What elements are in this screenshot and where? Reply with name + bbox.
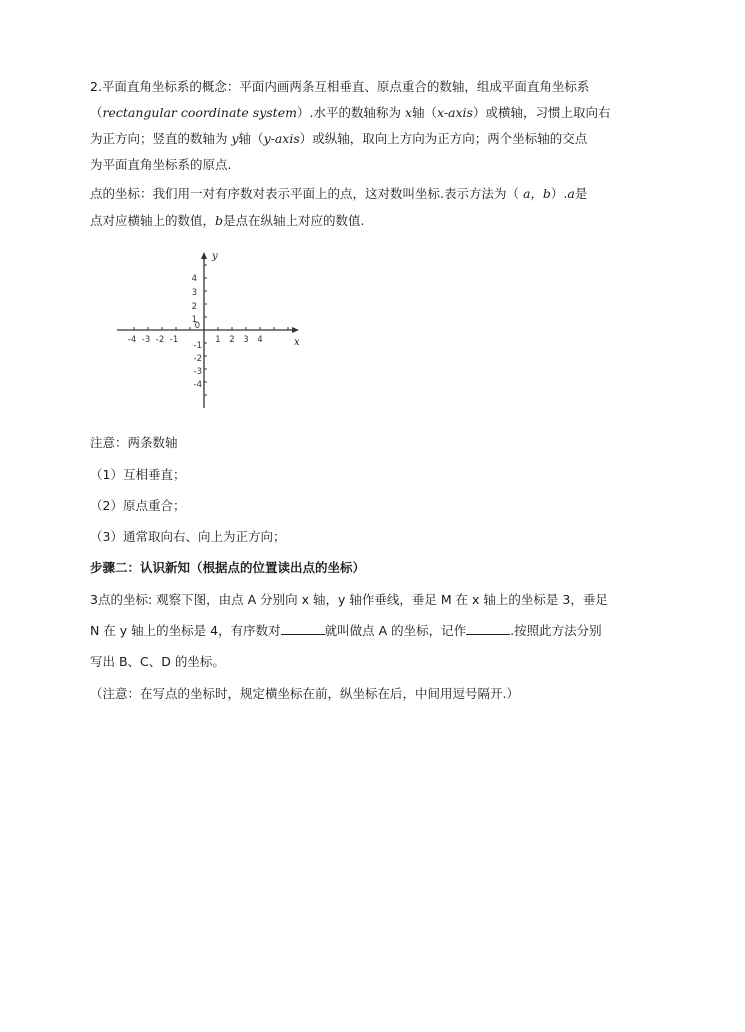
x-axis-name: x <box>294 337 300 348</box>
step2-heading <box>90 560 660 576</box>
english-term: y-axis <box>263 131 300 146</box>
x-tick-label: -2 <box>155 335 165 345</box>
y-tick-label: -1 <box>193 341 202 351</box>
concept-text: ）或纵轴，取向上方向为正方向；两个坐标轴的交点 <box>299 131 588 146</box>
concept-text: 轴（ <box>411 105 437 120</box>
coordinate-system-figure <box>113 244 313 412</box>
answer-blank-notation[interactable] <box>466 623 510 635</box>
paragraph-concept-line-4 <box>90 157 660 173</box>
step2-line-3 <box>90 654 660 670</box>
point-text: ）. <box>550 186 568 201</box>
point-text: 是点在纵轴上对应的数值. <box>223 213 365 228</box>
english-term: x-axis <box>437 105 473 120</box>
paragraph-concept-line-3 <box>90 131 660 147</box>
y-axis-name: y <box>212 251 218 262</box>
step2-text: 就叫做点 A 的坐标，记作 <box>324 623 467 638</box>
y-tick-label: -3 <box>193 367 202 377</box>
origin-label: 0 <box>194 321 200 331</box>
note-item-3 <box>90 529 660 545</box>
paragraph-point-line-1 <box>90 186 660 202</box>
paragraph-concept-line-1 <box>90 79 660 95</box>
coordinate-axes <box>117 252 299 408</box>
x-tick-label: -1 <box>169 335 179 345</box>
answer-blank-ordered-pair[interactable] <box>281 623 325 635</box>
b-variable: b <box>215 213 224 228</box>
step2-heading-text: 步骤二：认识新知（根据点的位置读出点的坐标） <box>90 560 366 575</box>
y-tick-label: 2 <box>191 302 197 312</box>
y-variable: y <box>231 131 239 146</box>
y-tick-label: 3 <box>191 288 197 298</box>
x-axis-arrow <box>292 327 299 333</box>
x-tick-label: 3 <box>243 335 249 345</box>
english-term: rectangular coordinate system <box>102 105 297 120</box>
step2-line-1 <box>90 592 660 608</box>
note-heading <box>90 435 660 451</box>
point-variables: a，b <box>518 186 551 201</box>
step2-note-text: （注意：在写点的坐标时，规定横坐标在前，纵坐标在后，中间用逗号隔开.） <box>90 686 519 701</box>
note-item-1 <box>90 467 660 483</box>
paragraph-concept-line-2 <box>90 105 660 121</box>
concept-text: ）.水平的数轴称为 <box>296 105 405 120</box>
x-variable: x <box>404 105 412 120</box>
tick-labels <box>128 251 300 390</box>
x-tick-label: 1 <box>215 335 221 345</box>
concept-text: 为平面直角坐标系的原点. <box>90 157 232 172</box>
concept-text: 为正方向；竖直的数轴为 <box>90 131 232 146</box>
note-heading-text: 注意：两条数轴 <box>90 435 178 450</box>
paragraph-point-line-2 <box>90 213 660 229</box>
concept-text: ）或横轴，习惯上取向右 <box>472 105 611 120</box>
point-text: 点的坐标：我们用一对有序数对表示平面上的点，这对数叫坐标.表示方法为（ <box>90 186 519 201</box>
step2-note <box>90 686 660 702</box>
step2-text: N 在 y 轴上的坐标是 4，有序数对 <box>90 623 281 638</box>
y-tick-label: -4 <box>193 380 202 390</box>
concept-text: 2.平面直角坐标系的概念：平面内画两条互相垂直、原点重合的数轴，组成平面直角坐标系 <box>90 79 590 94</box>
note-item-text: （1）互相垂直； <box>90 467 186 482</box>
y-tick-label: -2 <box>193 354 202 364</box>
x-tick-label: 2 <box>229 335 235 345</box>
note-item-text: （2）原点重合； <box>90 498 186 513</box>
note-item-2 <box>90 498 660 514</box>
concept-text: 轴（ <box>238 131 264 146</box>
step2-text: 写出 B、C、D 的坐标。 <box>90 654 225 669</box>
step2-text: .按照此方法分别 <box>510 623 602 638</box>
y-axis-arrow <box>201 252 207 259</box>
y-tick-label: 1 <box>191 315 197 325</box>
note-item-text: （3）通常取向右、向上为正方向； <box>90 529 286 544</box>
point-text: 点对应横轴上的数值， <box>90 213 216 228</box>
concept-text: （ <box>90 105 103 120</box>
step2-line-2 <box>90 623 660 639</box>
x-tick-label: -3 <box>141 335 151 345</box>
y-tick-label: 4 <box>191 274 197 284</box>
a-variable: a <box>567 186 575 201</box>
step2-text: 3点的坐标: 观察下图，由点 A 分别向 x 轴，y 轴作垂线，垂足 M 在 x 轴上的坐标是 3，垂足 <box>90 592 608 607</box>
x-tick-label: 4 <box>257 335 263 345</box>
point-text: 是 <box>574 186 588 201</box>
x-tick-label: -4 <box>127 335 137 345</box>
